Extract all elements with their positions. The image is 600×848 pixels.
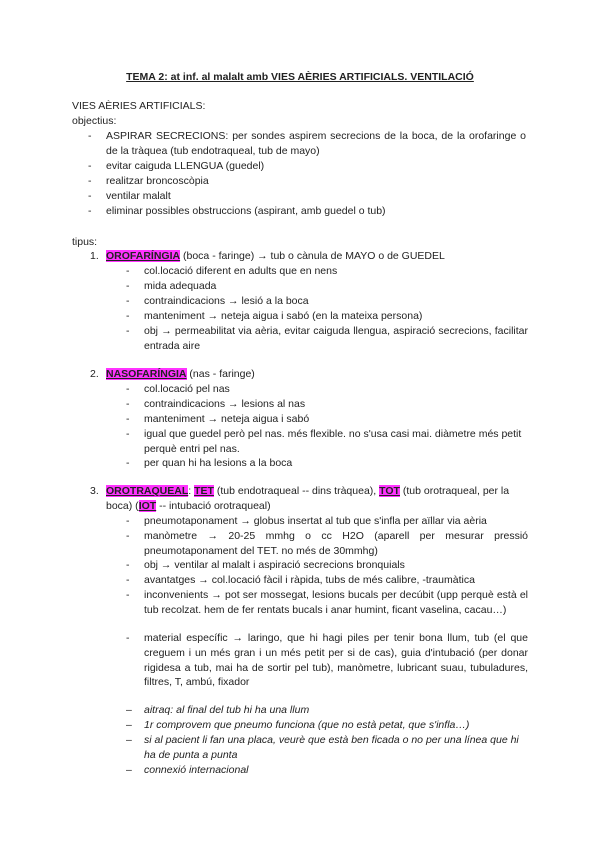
bullet-dash: - xyxy=(126,295,130,307)
list-item xyxy=(126,558,528,573)
list-item xyxy=(88,174,528,189)
bullet-dash: - xyxy=(126,280,130,292)
type-heading-3: 3. OROTRAQUEAL: TET (tub endotraqueal -- dins tràquea), TOT (tub orotraqueal, per la boca) (IOT -- intubació orotraqueal) xyxy=(90,485,510,512)
list-item-text: contraindicacions → lesió a la boca xyxy=(144,295,309,307)
list-item-text: ventilar malalt xyxy=(106,190,171,202)
type-heading-2 xyxy=(90,367,530,382)
bullet-dash: - xyxy=(126,574,130,586)
list-item-text: igual que guedel però pel nas. més flexible. no s'usa casi mai. diàmetre més petit perquè entri pel nas. xyxy=(144,428,522,455)
list-item-text: obj → ventilar al malalt i aspiració secrecions bronquials xyxy=(144,559,405,571)
highlight-nasofaringia: NASOFARÍNGIA xyxy=(106,368,187,380)
highlight-tet: TET xyxy=(194,485,214,497)
note-text: connexió internacional xyxy=(144,764,249,776)
type-number: 3. xyxy=(90,485,99,497)
list-item-text: pneumotaponament → globus insertat al tub que s'infla per aïllar via aèria xyxy=(144,515,487,527)
type-heading-1 xyxy=(90,249,530,264)
list-item-text: contraindicacions → lesions al nas xyxy=(144,398,306,410)
bullet-dash: - xyxy=(88,130,92,142)
section-heading: VIES AÈRIES ARTIFICIALS: xyxy=(72,100,206,112)
bullet-dash: – xyxy=(126,734,132,746)
list-item xyxy=(126,456,528,471)
list-item xyxy=(88,204,528,219)
bullet-dash: - xyxy=(126,310,130,322)
list-item-text: col.locació pel nas xyxy=(144,383,230,395)
list-item xyxy=(126,324,528,354)
bullet-dash: - xyxy=(126,383,130,395)
note-item xyxy=(126,703,528,718)
list-item xyxy=(88,129,528,159)
highlight-tot: TOT xyxy=(379,485,400,497)
bullet-dash: - xyxy=(126,559,130,571)
list-item xyxy=(126,382,528,397)
list-item xyxy=(88,159,528,174)
list-item-text: manteniment → neteja aigua i sabó xyxy=(144,413,310,425)
note-text: 1r comprovem que pneumo funciona (que no està petat, que s'infla…) xyxy=(144,719,470,731)
list-item-text: per quan hi ha lesions a la boca xyxy=(144,457,293,469)
list-item xyxy=(126,397,528,412)
list-item-text: mida adequada xyxy=(144,280,217,292)
type-number: 2. xyxy=(90,368,99,380)
bullet-dash: – xyxy=(126,719,132,731)
bullet-dash: - xyxy=(88,190,92,202)
types-label: tipus: xyxy=(72,236,98,248)
highlight-orofaringia: OROFARÍNGIA xyxy=(106,250,181,262)
bullet-dash: - xyxy=(126,589,130,601)
type-description: (boca - faringe) → tub o cànula de MAYO o de GUEDEL xyxy=(180,250,445,262)
highlight-iot: IOT xyxy=(138,499,157,512)
bullet-dash: - xyxy=(88,205,92,217)
bullet-dash: - xyxy=(88,175,92,187)
document-title: TEMA 2: at inf. al malalt amb VIES AÈRIES ARTIFICIALS. VENTILACIÓ xyxy=(126,71,474,83)
list-item xyxy=(126,631,528,690)
bullet-dash: - xyxy=(126,515,130,527)
list-item-text: obj → permeabilitat via aèria, evitar caiguda llengua, aspiració secrecions, facilitar entrada aire xyxy=(144,325,528,352)
note-text: si al pacient li fan una placa, veurè que està ben ficada o no per una línea que hi ha de punta a punta xyxy=(144,734,519,761)
list-item xyxy=(126,588,528,618)
bullet-dash: - xyxy=(88,160,92,172)
list-item xyxy=(126,412,528,427)
list-item xyxy=(126,309,528,324)
list-item xyxy=(126,264,528,279)
list-item xyxy=(126,529,528,559)
bullet-dash: – xyxy=(126,704,132,716)
list-item xyxy=(126,573,528,588)
list-item-text: eliminar possibles obstruccions (aspirant, amb guedel o tub) xyxy=(106,205,386,217)
list-item-text: avantatges → col.locació fàcil i ràpida, tubs de més calibre, -traumàtica xyxy=(144,574,475,586)
bullet-dash: - xyxy=(126,457,130,469)
note-item xyxy=(126,733,528,763)
type-description: (nas - faringe) xyxy=(186,368,255,380)
bullet-dash: - xyxy=(126,413,130,425)
bullet-dash: - xyxy=(126,428,130,440)
highlight-orotraqueal: OROTRAQUEAL xyxy=(106,485,189,497)
list-item-text: ASPIRAR SECRECIONS: per sondes aspirem secrecions de la boca, de la orofaringe o de la tràquea (tub endotraqueal, tub de mayo) xyxy=(106,130,526,157)
list-item xyxy=(126,279,528,294)
list-item-text: material específic → laringo, que hi hagi piles per tenir bona llum, tub (el que creguem i un més gran i un més petit per si de cas), guia d'intubació (per donar rigidesa a tub, mai ha de sortir pel tub), manòmetre, lubricant suau, tubuladures, filtres, T, ambú, fixador xyxy=(144,632,528,689)
bullet-dash: - xyxy=(126,325,130,337)
note-item xyxy=(126,763,528,778)
type-number: 1. xyxy=(90,250,99,262)
bullet-dash: - xyxy=(126,265,130,277)
list-item xyxy=(88,189,528,204)
list-item-text: col.locació diferent en adults que en nens xyxy=(144,265,338,277)
list-item xyxy=(126,294,528,309)
bullet-dash: – xyxy=(126,764,132,776)
note-text: aitraq: al final del tub hi ha una llum xyxy=(144,704,310,716)
bullet-dash: - xyxy=(126,632,130,644)
bullet-dash: - xyxy=(126,398,130,410)
list-item-text: manteniment → neteja aigua i sabó (en la mateixa persona) xyxy=(144,310,423,322)
list-item-text: manòmetre → 20-25 mmhg o cc H2O (aparell per mesurar pressió pneumotaponament del TET. no més de 30mmhg) xyxy=(144,530,528,557)
list-item xyxy=(126,514,528,529)
list-item-text: inconvenients → pot ser mossegat, lesions bucals per decúbit (upp perquè està el tub recolzat. hem de fer rentats bucals i anar humint, ficant vaselina, cacau…) xyxy=(144,589,528,616)
note-item xyxy=(126,718,528,733)
list-item-text: evitar caiguda LLENGUA (guedel) xyxy=(106,160,265,172)
list-item xyxy=(126,427,528,457)
bullet-dash: - xyxy=(126,530,130,542)
list-item-text: realitzar broncoscòpia xyxy=(106,175,209,187)
objectives-label: objectius: xyxy=(72,115,117,127)
